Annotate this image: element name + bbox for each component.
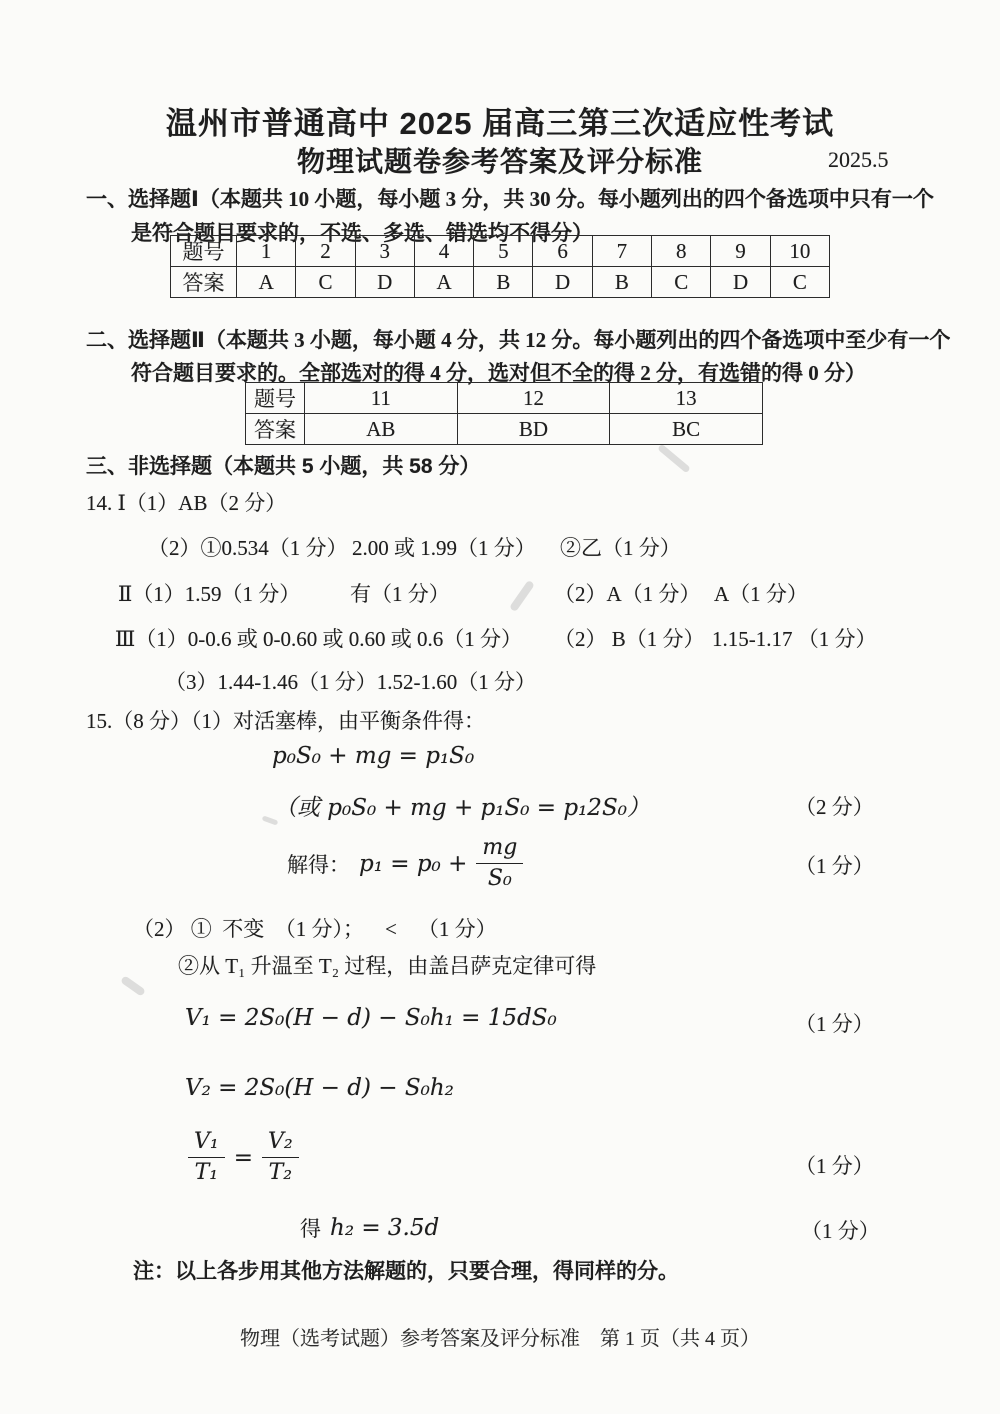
section2-heading [86,324,950,354]
section3-heading-number: 三、非选择题 [86,455,212,478]
section1-heading-note: （本题共 10 小题，每小题 3 分，共 30 分。每小题列出的四个备选项中只有一个 [198,187,934,211]
q14-line3-d: A（1 分） [714,582,808,606]
eq6-left-fraction [188,1130,225,1185]
qnum-cell: 5 [474,236,533,267]
q14-line3-b: 有（1 分） [350,582,450,606]
eq6-right-numerator: V₂ [262,1130,299,1158]
qnum-cell: 3 [355,236,414,267]
qnum-cell: 8 [652,236,711,267]
q14-line5: （3）1.44-1.46（1 分）1.52-1.60（1 分） [165,670,536,694]
row-label: 题号 [171,236,237,267]
answer-cell: BC [610,414,763,445]
q15-intro: 15.（8 分）（1）对活塞棒，由平衡条件得： [86,709,485,733]
answer-cell: BD [457,414,610,445]
answer-cell: B [474,267,533,298]
page-footer: 物理（选考试题）参考答案及评分标准 第 1 页（共 4 页） [240,1328,760,1350]
eq6-left-numerator: V₁ [188,1130,225,1158]
mc2-number-row [246,383,763,414]
q15-equation-4: V₁ = 2S₀(H − d) − S₀h₁ = 15dS₀ [185,1005,557,1031]
q14-line3-c: （2）A（1 分） [554,582,701,606]
eq7-prefix: 得 [300,1217,321,1241]
qnum-cell: 11 [305,383,458,414]
answer-cell: A [414,267,473,298]
answer-cell: AB [305,414,458,445]
eq7-math: h₂ = 3.5d [330,1215,440,1241]
qnum-cell: 13 [610,383,763,414]
scan-smudge [120,975,146,996]
section1-heading-line2: 是符合题目要求的，不选、多选、错选均不得分） [131,221,593,245]
q15-equation-7 [300,1213,439,1243]
eq6-right-fraction [262,1130,299,1185]
scan-smudge [509,580,535,612]
q14-line2-a: （2）①0.534（1 分） [148,536,348,560]
q14-line4-a: Ⅲ（1）0-0.6 或 0-0.60 或 0.60 或 0.6（1 分） [115,627,522,651]
grading-note: 注：以上各步用其他方法解题的，只要合理，得同样的分。 [133,1260,679,1283]
answer-cell: D [355,267,414,298]
mc2-answer-row [246,414,763,445]
section1-heading [86,183,934,213]
mc2-answer-table [245,382,763,445]
mc1-number-row [171,236,830,267]
qnum-cell: 9 [711,236,770,267]
q15-eq7-score: （1 分） [801,1219,880,1243]
answer-key-title: 物理试题卷参考答案及评分标准 [296,146,703,177]
q15-equation-2: （或 p₀S₀ + mg + p₁S₀ = p₁2S₀） [274,795,650,821]
q14-line2-b: 2.00 或 1.99（1 分） [352,536,536,560]
qnum-cell: 1 [237,236,296,267]
section2-heading-note: （本题共 3 小题，每小题 4 分，共 12 分。每小题列出的四个备选项中至少有一个 [204,328,951,352]
q15-sub2: （2） ① 不变 （1 分）； < （1 分） [133,917,497,941]
answer-cell: D [533,267,592,298]
eq3-denominator: S₀ [487,866,512,892]
answer-cell: C [770,267,829,298]
section2-heading-line2: 符合题目要求的。全部选对的得 4 分，选对但不全的得 2 分，有选错的得 0 分） [131,361,866,385]
q15-equation-6 [188,1130,299,1185]
q15-equation-1: p₀S₀ + mg = p₁S₀ [272,743,475,769]
exam-title: 温州市普通高中 2025 届高三第三次适应性考试 [165,106,835,141]
answer-cell: C [652,267,711,298]
eq3-numerator: mg [476,836,523,864]
row-label: 答案 [171,267,237,298]
q15-eq6-score: （1 分） [795,1154,874,1178]
q15-eq2-score: （2 分） [795,795,874,819]
section3-heading [86,450,480,480]
eq6-right-denominator: T₂ [268,1160,293,1186]
section2-heading-number: 二、选择题Ⅱ [86,329,205,352]
section3-heading-note: （本题共 5 小题，共 58 分） [212,455,481,478]
answer-cell: A [237,267,296,298]
qnum-cell: 7 [592,236,651,267]
q15-sub2b: ②从 T₁ 升温至 T₂ 过程，由盖吕萨克定律可得 [178,954,597,978]
q14-line3-a: Ⅱ（1）1.59（1 分） [118,582,301,606]
mc1-answer-table [170,235,830,298]
exam-date: 2025.5 [828,147,889,172]
q15-eq3-score: （1 分） [795,854,874,878]
q14-line4-b: （2） B（1 分） [554,627,705,651]
eq6-left-denominator: T₁ [194,1160,219,1186]
answer-cell: B [592,267,651,298]
answer-cell: D [711,267,770,298]
row-label: 答案 [246,414,305,445]
eq3-lhs: p₁ = p₀ + [359,850,468,877]
scan-smudge [657,444,691,474]
eq6-equals: = [233,1144,253,1171]
answer-cell: C [296,267,355,298]
qnum-cell: 6 [533,236,592,267]
q14-line2-c: ②乙（1 分） [560,536,681,560]
q15-eq4-score: （1 分） [795,1012,874,1036]
qnum-cell: 10 [770,236,829,267]
q14-line1: 14. Ⅰ（1）AB（2 分） [86,491,287,515]
qnum-cell: 2 [296,236,355,267]
q15-equation-5: V₂ = 2S₀(H − d) − S₀h₂ [185,1075,454,1101]
eq3-fraction [476,836,523,891]
q15-equation-3 [287,836,523,891]
mc1-answer-row [171,267,830,298]
qnum-cell: 4 [414,236,473,267]
qnum-cell: 12 [457,383,610,414]
section1-heading-number: 一、选择题Ⅰ [86,188,199,211]
eq3-prefix: 解得： [287,852,350,877]
row-label: 题号 [246,383,305,414]
q14-line4-c: 1.15-1.17 （1 分） [712,627,877,651]
